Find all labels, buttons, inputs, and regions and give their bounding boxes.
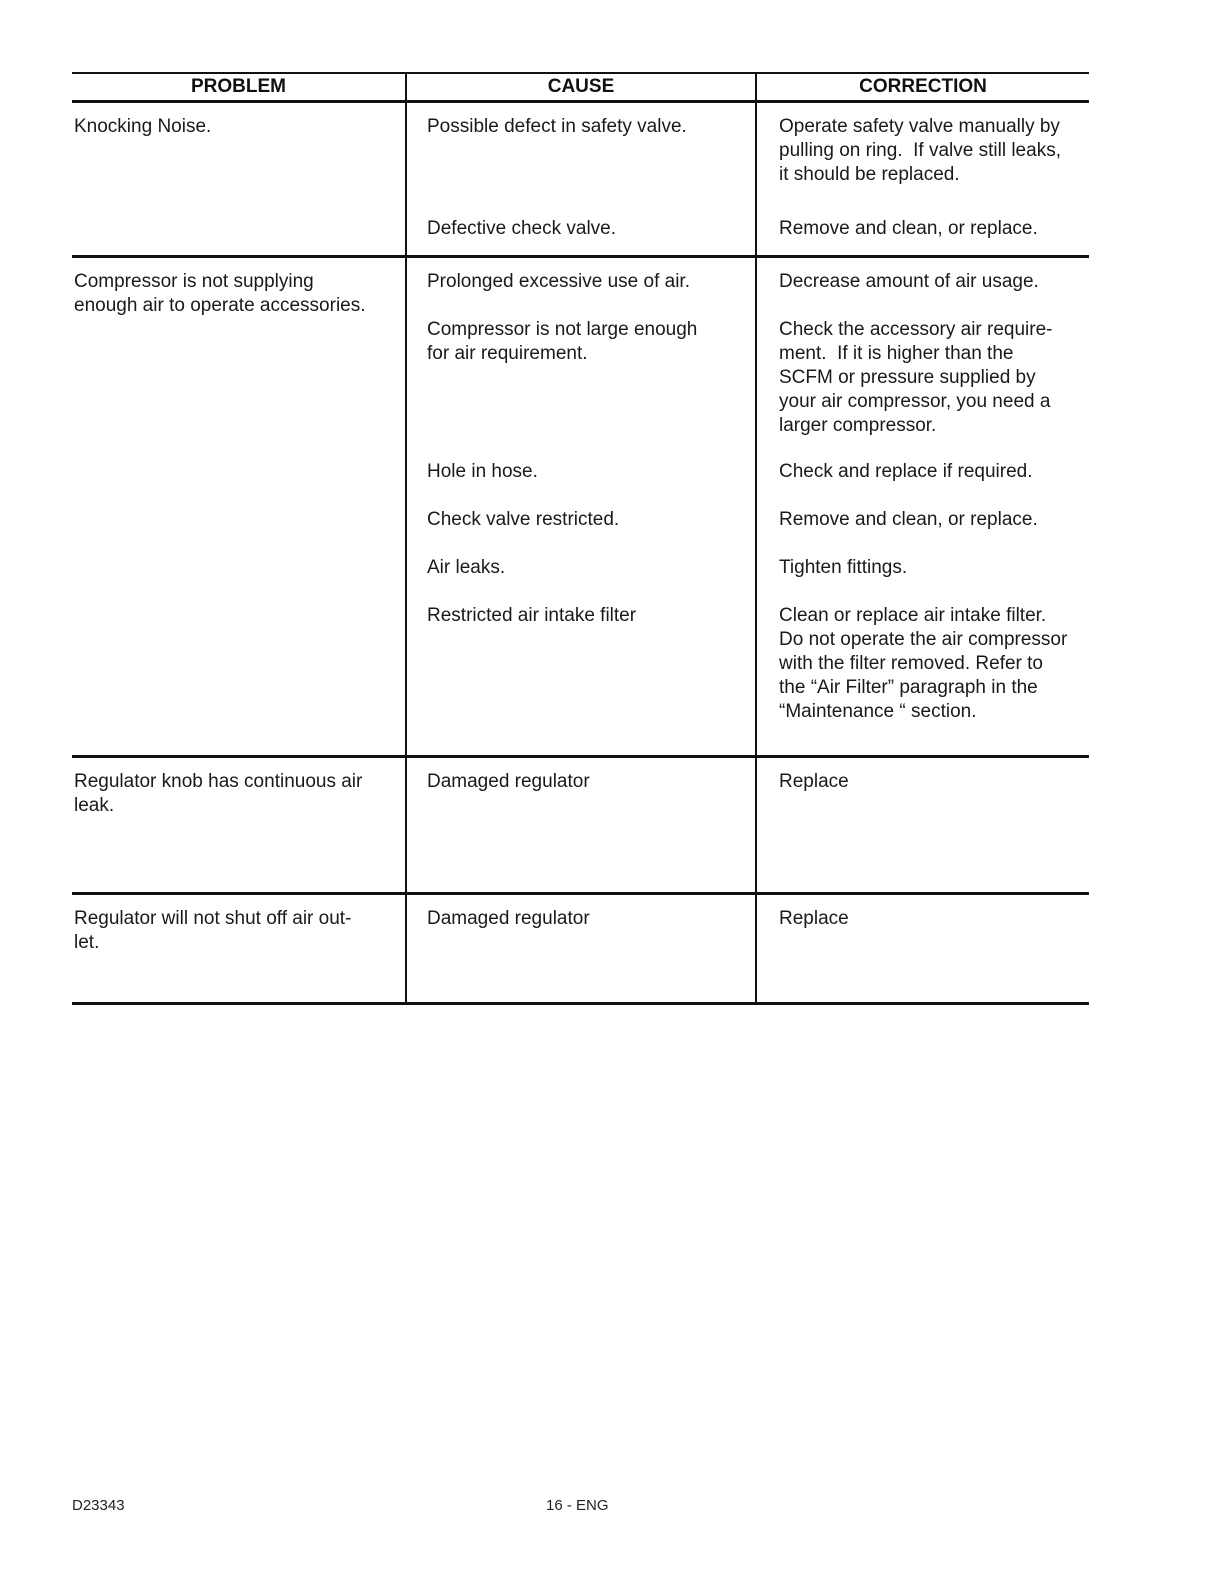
cause-item xyxy=(427,604,745,734)
text-line: Compressor is not large enough xyxy=(427,319,698,340)
problem-cell xyxy=(72,103,405,255)
page-number: 16 - ENG xyxy=(546,1497,609,1514)
header-correction: CORRECTION xyxy=(755,74,1089,100)
text-line: Replace xyxy=(779,908,849,929)
text-line: Remove and clean, or replace. xyxy=(779,509,1038,530)
text-line: Check the accessory air require- xyxy=(779,319,1053,340)
table-row xyxy=(72,895,1089,1005)
table-body xyxy=(72,103,1089,1005)
correction-item xyxy=(779,556,1085,604)
text-line: Possible defect in safety valve. xyxy=(427,116,687,137)
text-line: Tighten fittings. xyxy=(779,557,908,578)
correction-item xyxy=(779,508,1085,556)
text-line: Compressor is not supplying xyxy=(74,271,314,292)
text-line: Air leaks. xyxy=(427,557,506,578)
text-line: Restricted air intake filter xyxy=(427,605,637,626)
text-line: let. xyxy=(74,932,100,953)
problem-cell xyxy=(72,258,405,755)
text-line: Defective check valve. xyxy=(427,218,617,239)
correction-item xyxy=(779,318,1085,460)
text-line: the “Air Filter” paragraph in the xyxy=(779,677,1038,698)
problem-cell xyxy=(72,895,405,1002)
text-line: leak. xyxy=(74,795,115,816)
correction-cell xyxy=(755,895,1089,1002)
document-number: D23343 xyxy=(72,1497,125,1514)
header-problem: PROBLEM xyxy=(191,76,286,97)
text-line: Do not operate the air compressor xyxy=(779,629,1068,650)
header-cause: CAUSE xyxy=(405,74,755,100)
text-line: Remove and clean, or replace. xyxy=(779,218,1038,239)
correction-item xyxy=(779,217,1085,247)
correction-item xyxy=(779,604,1085,734)
cause-item xyxy=(427,318,745,460)
cause-item xyxy=(427,270,745,318)
cause-cell xyxy=(405,895,755,1002)
cause-item xyxy=(427,508,745,556)
text-line: Decrease amount of air usage. xyxy=(779,271,1039,292)
cause-item xyxy=(427,556,745,604)
cause-cell xyxy=(405,103,755,255)
text-line: Check valve restricted. xyxy=(427,509,620,530)
text-line: Clean or replace air intake filter. xyxy=(779,605,1047,626)
text-line: enough air to operate accessories. xyxy=(74,295,366,316)
text-line: larger compressor. xyxy=(779,415,937,436)
text-line: for air requirement. xyxy=(427,343,588,364)
correction-cell xyxy=(755,103,1089,255)
text-line: Regulator will not shut off air out- xyxy=(74,908,352,929)
cause-item xyxy=(427,115,745,217)
problem-cell xyxy=(72,758,405,892)
cause-cell xyxy=(405,258,755,755)
troubleshooting-table xyxy=(72,72,1089,1005)
cause-item xyxy=(427,770,745,830)
text-line: Regulator knob has continuous air xyxy=(74,771,363,792)
table-row xyxy=(72,758,1089,895)
correction-item xyxy=(779,460,1085,508)
text-line: Knocking Noise. xyxy=(74,116,212,137)
text-line: your air compressor, you need a xyxy=(779,391,1051,412)
text-line: Prolonged excessive use of air. xyxy=(427,271,690,292)
table-header-row xyxy=(72,72,1089,103)
text-line: it should be replaced. xyxy=(779,164,960,185)
text-line: pulling on ring. If valve still leaks, xyxy=(779,140,1061,161)
cause-item xyxy=(427,460,745,508)
table-row xyxy=(72,103,1089,258)
cause-item xyxy=(427,907,745,967)
correction-item xyxy=(779,270,1085,318)
text-line: Damaged regulator xyxy=(427,908,590,929)
correction-item xyxy=(779,907,1085,967)
correction-item xyxy=(779,770,1085,830)
text-line: ment. If it is higher than the xyxy=(779,343,1014,364)
text-line: with the filter removed. Refer to xyxy=(779,653,1043,674)
text-line: Damaged regulator xyxy=(427,771,590,792)
text-line: Hole in hose. xyxy=(427,461,538,482)
text-line: Operate safety valve manually by xyxy=(779,116,1060,137)
text-line: SCFM or pressure supplied by xyxy=(779,367,1036,388)
cause-cell xyxy=(405,758,755,892)
text-line: “Maintenance “ section. xyxy=(779,701,977,722)
correction-item xyxy=(779,115,1085,217)
text-line: Check and replace if required. xyxy=(779,461,1033,482)
correction-cell xyxy=(755,758,1089,892)
text-line: Replace xyxy=(779,771,849,792)
correction-cell xyxy=(755,258,1089,755)
cause-item xyxy=(427,217,745,247)
table-row xyxy=(72,258,1089,758)
